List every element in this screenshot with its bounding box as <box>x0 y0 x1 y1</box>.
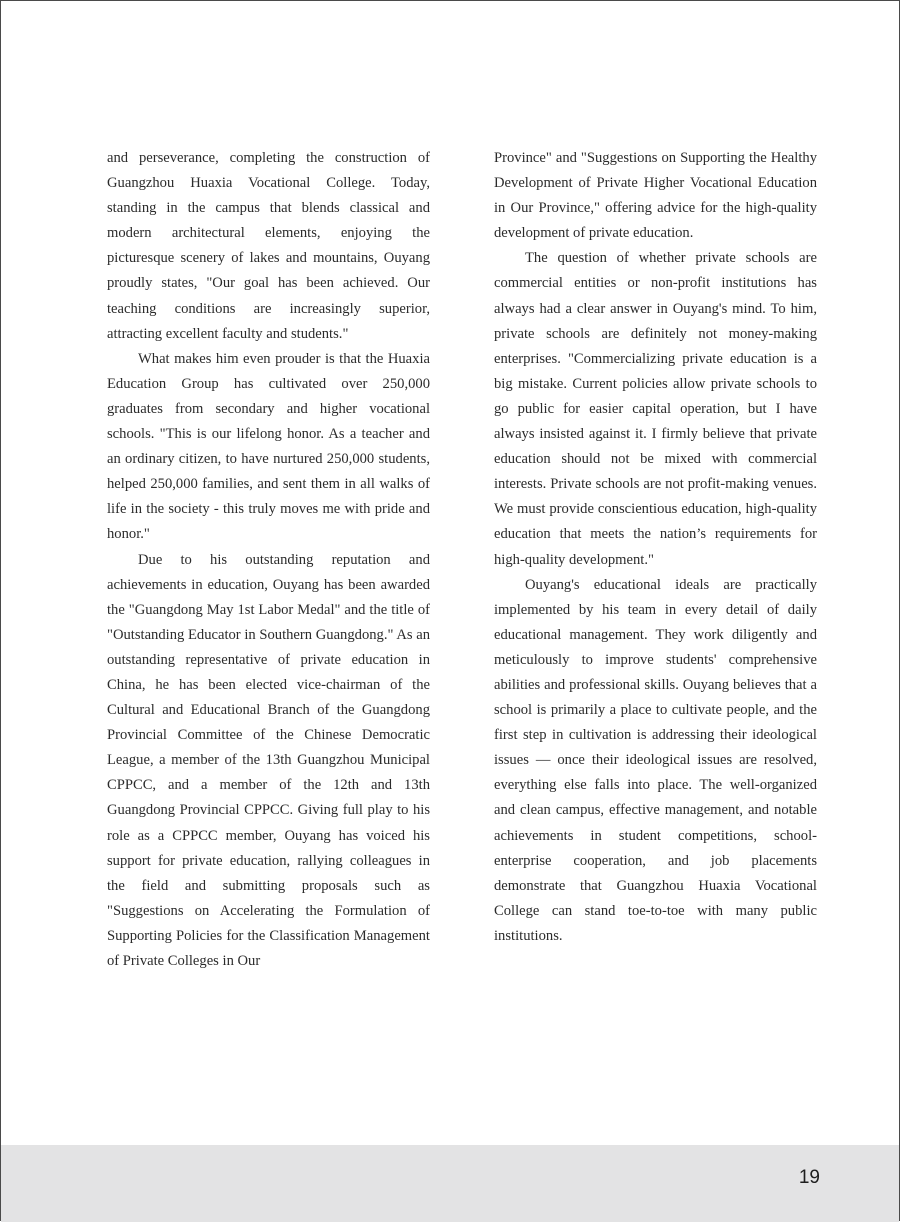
right-column <box>494 146 817 949</box>
paragraph: Ouyang's educational ideals are practically implemented by his team in every detail of daily educational management. They work diligently and meticulously to improve students' comprehensive abilities and professional skills. Ouyang believes that a school is primarily a place to cultivate people, and the first step in cultivation is addressing their ideological issues — once their ideological issues are resolved, everything else falls into place. The well-organized and clean campus, effective management, and notable achievements in student competitions, school-enterprise cooperation, and job placements demonstrate that Guangzhou Huaxia Vocational College can stand toe-to-toe with many public institutions. <box>494 576 817 944</box>
page-number: 19 <box>798 1167 820 1188</box>
footer-band <box>1 1145 899 1222</box>
paragraph: The question of whether private schools are commercial entities or non-profit institutions has always had a clear answer in Ouyang's mind. To him, private schools are definitely not money-making enterprises. "Commercializing private education is a big mistake. Current policies allow private schools to go public for easier capital operation, but I have always insisted against it. I firmly believe that private education should not be mixed with commercial interests. Private schools are not profit-making venues. We must provide conscientious education, high-quality education that meets the nation’s requirements for high-quality development." <box>494 250 817 568</box>
left-column <box>107 146 430 974</box>
paragraph: Province" and "Suggestions on Supporting the Healthy Development of Private Higher Vocational Education in Our Province," offering advice for the high-quality development of private education. <box>494 150 817 242</box>
paragraph: Due to his outstanding reputation and achievements in education, Ouyang has been awarded the "Guangdong May 1st Labor Medal" and the title of "Outstanding Educator in Southern Guangdong." As an outstanding representative of private education in China, he has been elected vice-chairman of the Cultural and Educational Branch of the Guangdong Provincial Committee of the Chinese Democratic League, a member of the 13th Guangzhou Municipal CPPCC, and a member of the 12th and 13th Guangdong Provincial CPPCC. Giving full play to his role as a CPPCC member, Ouyang has voiced his support for private education, rallying colleagues in the field and submitting proposals such as "Suggestions on Accelerating the Formulation of Supporting Policies for the Classification Management of Private Colleges in Our <box>107 551 430 969</box>
paragraph: and perseverance, completing the construction of Guangzhou Huaxia Vocational College. Today, standing in the campus that blends classical and modern architectural elements, enjoying the picturesque scenery of lakes and mountains, Ouyang proudly states, "Our goal has been achieved. Our teaching conditions are increasingly superior, attracting excellent faculty and students." <box>107 150 430 342</box>
paragraph: What makes him even prouder is that the Huaxia Education Group has cultivated over 250,000 graduates from secondary and higher vocational schools. "This is our lifelong honor. As a teacher and an ordinary citizen, to have nurtured 250,000 students, helped 250,000 families, and sent them in all walks of life in the society - this truly moves me with pride and honor." <box>107 350 430 543</box>
